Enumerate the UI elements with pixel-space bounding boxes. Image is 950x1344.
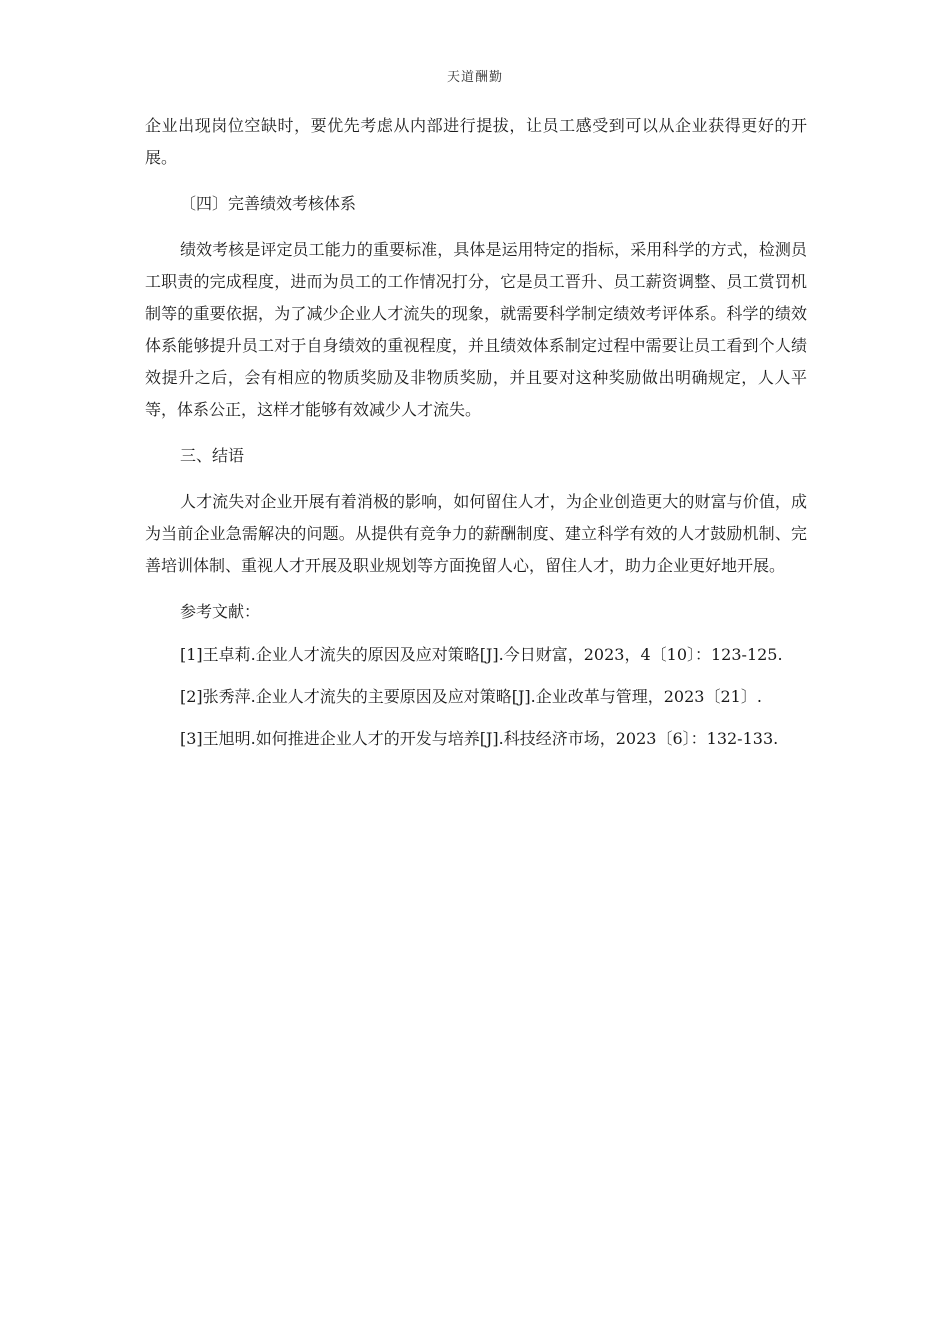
reference-item: [1]王卓莉.企业人才流失的原因及应对策略[J].今日财富，2023，4〔10〕：123-125. <box>180 645 783 664</box>
conclusion-paragraph: 人才流失对企业开展有着消极的影响，如何留住人才，为企业创造更大的财富与价值，成为当前企业急需解决的问题。从提供有竞争力的薪酬制度、建立科学有效的人才鼓励机制、完善培训体制、重视人才开展及职业规划等方面挽留人心，留住人才，助力企业更好地开展。 <box>145 492 807 575</box>
section-heading-conclusion: 三、结语 <box>180 446 245 465</box>
reference-item: [3]王旭明.如何推进企业人才的开发与培养[J].科技经济市场，2023〔6〕：132-133. <box>180 729 779 748</box>
page-header: 天道酬勤 <box>446 70 503 85</box>
document-body <box>145 110 807 754</box>
performance-paragraph: 绩效考核是评定员工能力的重要标准，具体是运用特定的指标，采用科学的方式，检测员工职责的完成程度，进而为员工的工作情况打分，它是员工晋升、员工薪资调整、员工赏罚机制等的重要依据，为了减少企业人才流失的现象，就需要科学制定绩效考评体系。科学的绩效体系能够提升员工对于自身绩效的重视程度，并且绩效体系制定过程中需要让员工看到个人绩效提升之后，会有相应的物质奖励及非物质奖励，并且要对这种奖励做出明确规定，人人平等，体系公正，这样才能够有效减少人才流失。 <box>145 240 807 419</box>
reference-item: [2]张秀萍.企业人才流失的主要原因及应对策略[J].企业改革与管理，2023〔21〕. <box>180 687 762 706</box>
section-heading-performance: 〔四〕完善绩效考核体系 <box>180 194 357 213</box>
references-heading: 参考文献： <box>180 602 261 621</box>
continued-paragraph: 企业出现岗位空缺时，要优先考虑从内部进行提拔，让员工感受到可以从企业获得更好的开展。 <box>145 116 807 167</box>
